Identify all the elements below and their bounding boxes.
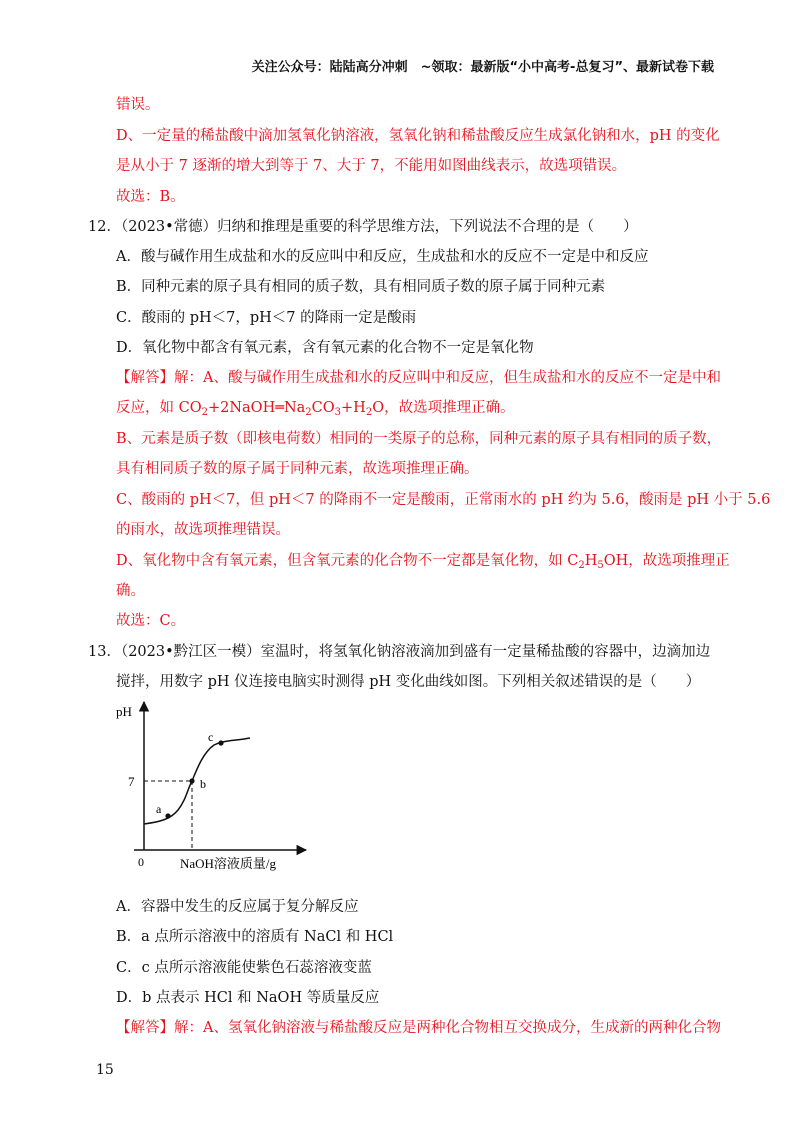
q12-option-a: A．酸与碱作用生成盐和水的反应叫中和反应，生成盐和水的反应不一定是中和反应: [116, 249, 649, 265]
q12-option-b: B．同种元素的原子具有相同的质子数，具有相同质子数的原子属于同种元素: [116, 279, 606, 295]
point-b-marker: [189, 778, 194, 783]
question-13-stem-line-2: 搅拌，用数字 pH 仪连接电脑实时测得 pH 变化曲线如图。下列相关叙述错误的是（ ）: [116, 674, 701, 690]
page-number: 15: [96, 1062, 114, 1078]
q13-answer-line-1: 【解答】解：A、氢氧化钠溶液与稀盐酸反应是两种化合物相互交换成分，生成新的两种化合物: [116, 1020, 721, 1036]
point-a-marker: [165, 813, 170, 818]
ph-curve-figure: [110, 700, 310, 878]
x-axis-label: NaOH溶液质量/g: [180, 856, 277, 871]
q13-option-d: D．b 点表示 HCl 和 NaOH 等质量反应: [116, 990, 380, 1006]
q12-answer-line-3: B、元素是质子数（即核电荷数）相同的一类原子的总称，同种元素的原子具有相同的质子数，: [116, 431, 722, 447]
y-axis-label: pH: [116, 704, 132, 719]
q13-option-b: B．a 点所示溶液中的溶质有 NaCl 和 HCl: [116, 929, 394, 945]
question-12-stem: [88, 217, 638, 237]
point-b-label: b: [200, 777, 206, 791]
q12-answer-line-2: 反应，如 $CO_2+2NaOH═Na_2CO_3+H_2O$，故选项推理正确。: [116, 400, 515, 418]
origin-label: 0: [138, 855, 144, 869]
q12-option-c: C．酸雨的 pH＜7，pH＜7 的降雨一定是酸雨: [116, 310, 417, 326]
page-header: 关注公众号：陆陆高分冲刺 ~领取：最新版“小中高考-总复习”、最新试卷下载: [251, 60, 714, 75]
q12-answer-line-7: D、氧化物中含有氧元素，但含氧元素的化合物不一定都是氧化物，如 $C_2H_5OH$，故选项推理正: [116, 553, 730, 571]
question-text: （2023•黔江区一模）室温时，将氢氧化钠溶液滴加到盛有一定量稀盐酸的容器中，边滴加边: [120, 644, 711, 660]
q13-option-c: C．c 点所示溶液能使紫色石蕊溶液变蓝: [116, 960, 372, 976]
prev-answer-line-1: 错误。: [116, 97, 160, 113]
question-number: 12．: [88, 219, 121, 235]
q12-answer-line-6: 的雨水，故选项推理错误。: [116, 522, 290, 538]
prev-answer-line-2: D、一定量的稀盐酸中滴加氢氧化钠溶液，氢氧化钠和稀盐酸反应生成氯化钠和水，pH 的变化: [116, 128, 720, 144]
question-13-stem: [88, 642, 710, 662]
point-c-marker: [218, 740, 223, 745]
q12-answer-line-8: 确。: [116, 583, 145, 599]
q12-answer-line-5: C、酸雨的 pH＜7，但 pH＜7 的降雨不一定是酸雨，正常雨水的 pH 约为 5.6，酸雨是 pH 小于 5.6: [116, 492, 771, 508]
point-c-label: c: [208, 730, 214, 744]
q12-answer-line-4: 具有相同质子数的原子属于同种元素，故选项推理正确。: [116, 461, 479, 477]
prev-answer-line-3: 是从小于 7 逐渐的增大到等于 7、大于 7，不能用如图曲线表示，故选项错误。: [116, 158, 627, 174]
question-text: （2023•常德）归纳和推理是重要的科学思维方法，下列说法不合理的是（ ）: [120, 219, 638, 235]
q12-answer-line-1: 【解答】解：A、酸与碱作用生成盐和水的反应叫中和反应，但生成盐和水的反应不一定是中和: [116, 370, 721, 386]
ph7-label: 7: [128, 774, 135, 789]
question-number: 13．: [88, 644, 121, 660]
q13-option-a: A．容器中发生的反应属于复分解反应: [116, 899, 359, 915]
q12-option-d: D．氧化物中都含有氧元素，含有氧元素的化合物不一定是氧化物: [116, 340, 534, 356]
prev-answer-choice: 故选：B。: [116, 189, 185, 205]
point-a-label: a: [156, 802, 162, 816]
q12-answer-choice: 故选：C。: [116, 613, 186, 629]
